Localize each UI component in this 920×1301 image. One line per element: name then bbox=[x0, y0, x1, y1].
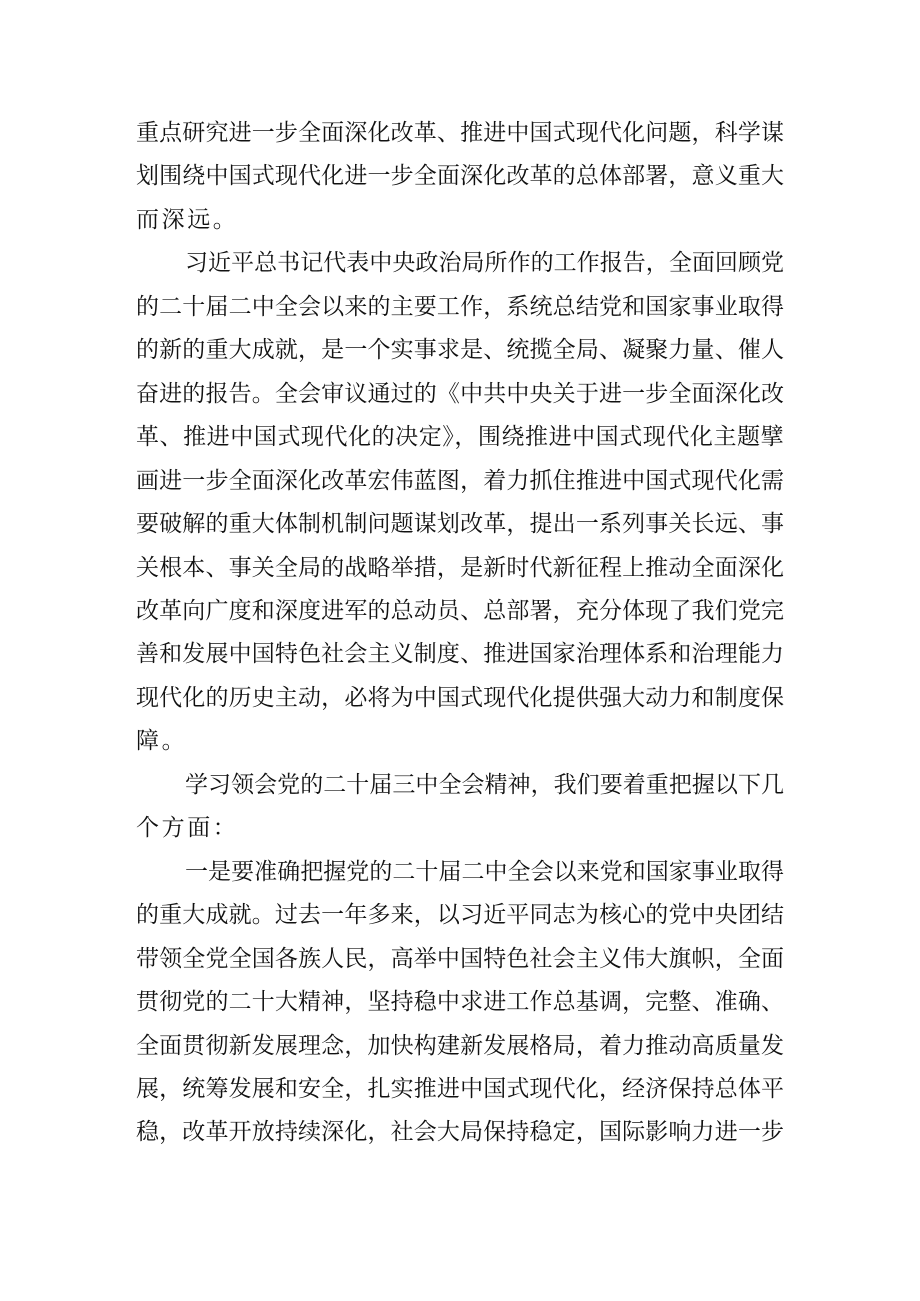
text-line: 的二十届二中全会以来的主要工作，系统总结党和国家事业取得 bbox=[136, 293, 784, 320]
text-line: 带领全党全国各族人民，高举中国特色社会主义伟大旗帜，全面 bbox=[136, 945, 784, 972]
text-line: 改革向广度和深度进军的总动员、总部署，充分体现了我们党完 bbox=[136, 597, 784, 624]
text-line: 习近平总书记代表中央政治局所作的工作报告，全面回顾党 bbox=[185, 250, 784, 277]
text-line: 善和发展中国特色社会主义制度、推进国家治理体系和治理能力 bbox=[136, 641, 784, 668]
text-line: 划围绕中国式现代化进一步全面深化改革的总体部署，意义重大 bbox=[136, 163, 784, 190]
text-line: 贯彻党的二十大精神，坚持稳中求进工作总基调，完整、准确、 bbox=[136, 989, 784, 1016]
text-line: 关根本、事关全局的战略举措，是新时代新征程上推动全面深化 bbox=[136, 554, 784, 581]
text-line: 革、推进中国式现代化的决定》，围绕推进中国式现代化主题擘 bbox=[136, 424, 784, 451]
text-line: 障。 bbox=[136, 728, 188, 755]
text-line: 重点研究进一步全面深化改革、推进中国式现代化问题，科学谋 bbox=[136, 120, 784, 146]
text-line: 全面贯彻新发展理念，加快构建新发展格局，着力推动高质量发 bbox=[136, 1032, 784, 1059]
text-line: 而深远。 bbox=[136, 206, 239, 233]
paragraph-3 bbox=[136, 764, 784, 851]
text-line: 稳，改革开放持续深化，社会大局保持稳定，国际影响力进一步 bbox=[136, 1119, 784, 1146]
paragraph-4 bbox=[136, 851, 784, 1155]
body-text bbox=[136, 112, 784, 1155]
text-line: 学习领会党的二十届三中全会精神，我们要着重把握以下几 bbox=[185, 771, 784, 798]
text-line: 个方面： bbox=[136, 815, 239, 842]
paragraph-1 bbox=[136, 112, 784, 242]
text-line: 的重大成就。过去一年多来，以习近平同志为核心的党中央团结 bbox=[136, 902, 784, 929]
text-line: 一是要准确把握党的二十届二中全会以来党和国家事业取得 bbox=[185, 858, 784, 885]
paragraph-2 bbox=[136, 242, 784, 763]
text-line: 奋进的报告。全会审议通过的《中共中央关于进一步全面深化改 bbox=[136, 380, 784, 407]
text-line: 要破解的重大体制机制问题谋划改革，提出一系列事关长远、事 bbox=[136, 511, 784, 538]
text-line: 的新的重大成就，是一个实事求是、统揽全局、凝聚力量、催人 bbox=[136, 337, 784, 364]
text-line: 展，统筹发展和安全，扎实推进中国式现代化，经济保持总体平 bbox=[136, 1075, 784, 1102]
text-line: 画进一步全面深化改革宏伟蓝图，着力抓住推进中国式现代化需 bbox=[136, 467, 784, 494]
text-line: 现代化的历史主动，必将为中国式现代化提供强大动力和制度保 bbox=[136, 684, 784, 711]
